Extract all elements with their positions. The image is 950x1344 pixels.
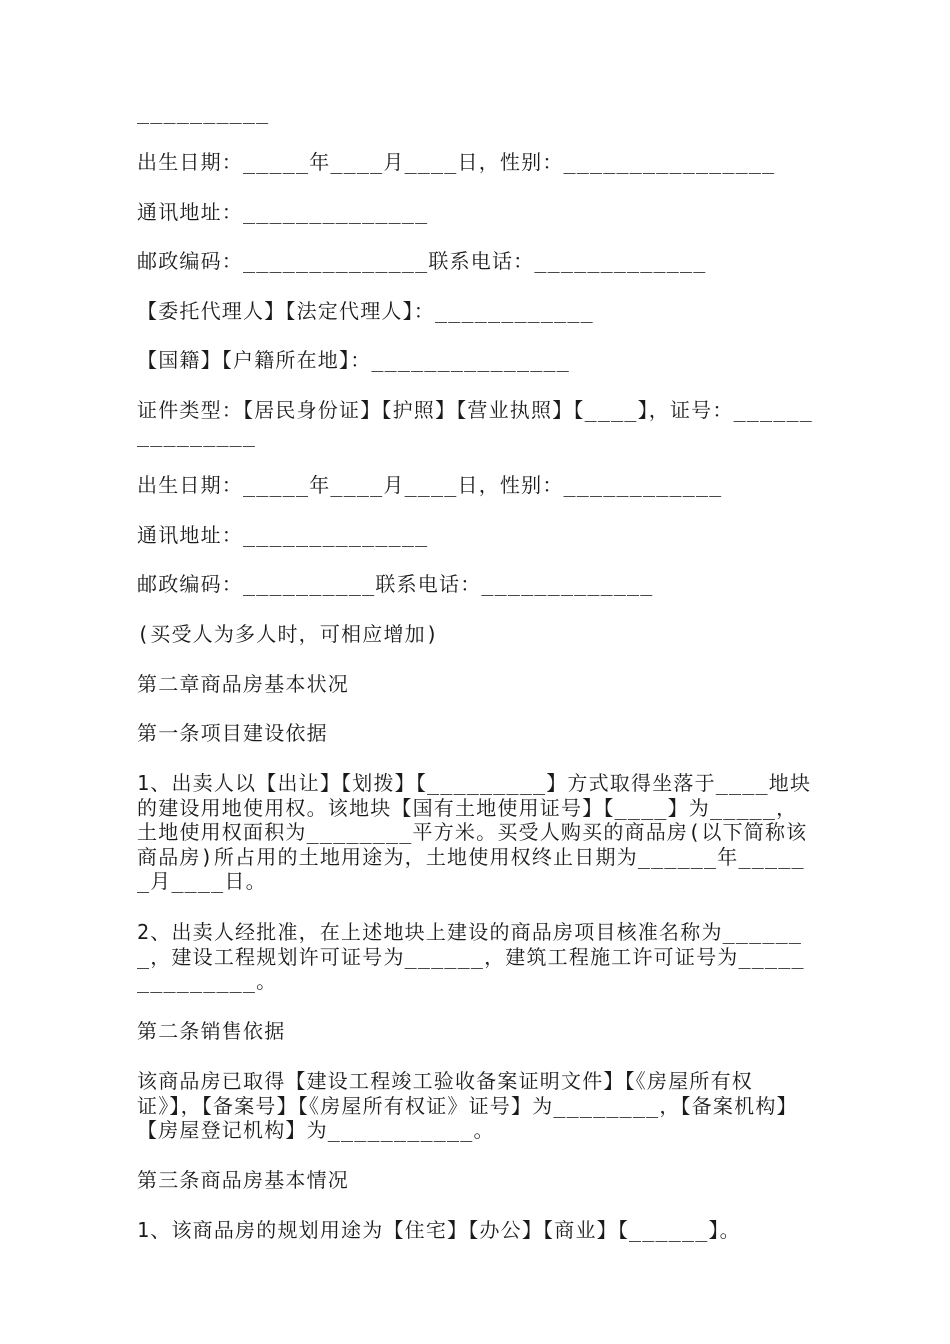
agent-line: 【委托代理人】【法定代理人】：____________ bbox=[137, 299, 594, 323]
nationality-domicile-line: 【国籍】【户籍所在地】：_______________ bbox=[137, 348, 571, 372]
blank-line: __________ bbox=[137, 100, 270, 124]
birth-date-gender-line: 出生日期：_____年____月____日，性别：________________ bbox=[137, 150, 776, 174]
postcode-phone-line: 邮政编码：______________联系电话：_____________ bbox=[137, 249, 707, 273]
article-1-item-2: 2、出卖人经批准，在上述地块上建设的商品房项目核准名称为_______，建设工程规划许可证号为______，建筑工程施工许可证号为______________。 bbox=[137, 920, 805, 993]
postcode-phone-line-2: 邮政编码：__________联系电话：_____________ bbox=[137, 572, 654, 596]
mailing-address-line: 通讯地址：______________ bbox=[137, 200, 429, 224]
article-1-item-1: 1、出卖人以【出让】【划拨】【_________】方式取得坐落于____地块的建设用地使用权。该地块【国有土地使用证号】【____】为_____，土地使用权面积为________平方米。买受人购买的商品房(以下简称该商品房)所占用的土地用途为，土地使用权终止日期为______年______月____日。 bbox=[137, 771, 812, 893]
article-3-item-1: 1、该商品房的规划用途为【住宅】【办公】【商业】【______】。 bbox=[137, 1218, 741, 1242]
article-3-heading: 第三条商品房基本情况 bbox=[137, 1168, 349, 1192]
chapter-heading: 第二章商品房基本状况 bbox=[137, 672, 349, 696]
id-type-line: 证件类型：【居民身份证】【护照】【营业执照】【____】，证号：_______________ bbox=[137, 398, 814, 447]
multiple-buyers-note: (买受人为多人时，可相应增加) bbox=[137, 622, 440, 646]
article-2-body: 该商品房已取得【建设工程竣工验收备案证明文件】【《房屋所有权证》】，【备案号】【《房屋所有权证》证号】为________，【备案机构】【房屋登记机构】为___________。 bbox=[137, 1069, 798, 1142]
mailing-address-line-2: 通讯地址：______________ bbox=[137, 523, 429, 547]
birth-date-gender-line-2: 出生日期：_____年____月____日，性别：____________ bbox=[137, 473, 723, 497]
article-1-heading: 第一条项目建设依据 bbox=[137, 721, 328, 745]
article-2-heading: 第二条销售依据 bbox=[137, 1019, 286, 1043]
